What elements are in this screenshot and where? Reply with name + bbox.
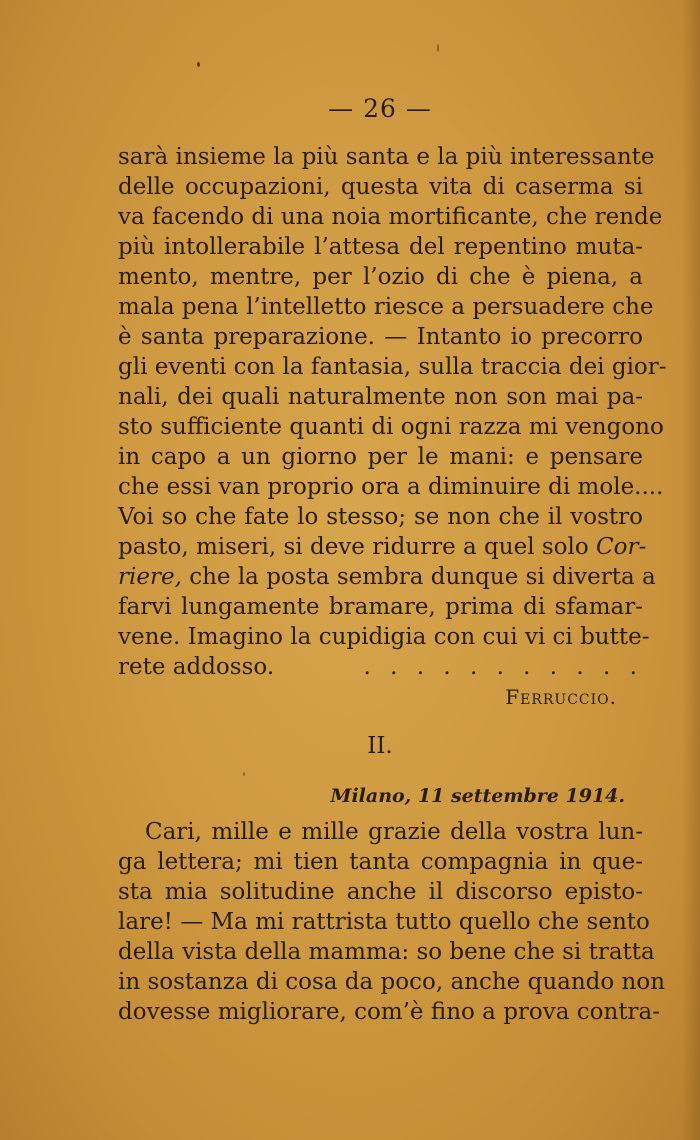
text-line: mala pena l’intelletto riesce a persuadere che: [118, 294, 654, 320]
text-line-with-italic: [118, 562, 656, 592]
text-line: sarà insieme la più santa e la più interessante: [118, 144, 655, 170]
paper-speck: [437, 44, 439, 52]
page-number: — 26 —: [328, 94, 432, 123]
text-line: Voi so che fate lo stesso; se non che il vostro: [118, 504, 643, 530]
text-line: della vista della mamma: so bene che si tratta: [118, 939, 655, 965]
italic-word: Cor-: [596, 534, 647, 560]
text-line: farvi lungamente bramare, prima di sfamar-: [118, 594, 643, 620]
text-line: nali, dei quali naturalmente non son mai pa-: [118, 384, 643, 410]
text-line: in capo a un giorno per le mani: e pensare: [118, 444, 643, 470]
italic-word: riere,: [118, 564, 182, 590]
page-edge-shadow: [682, 0, 700, 1140]
text-line-start: rete addosso.: [118, 654, 275, 680]
text-line: delle occupazioni, questa vita di caserma si: [118, 174, 643, 200]
text-line: dovesse migliorare, com’è fino a prova contra-: [118, 999, 661, 1025]
paper-speck: [243, 772, 245, 776]
text-line: mento, mentre, per l’ozio di che è piena, a: [118, 264, 643, 290]
signature: Ferruccio.: [505, 685, 617, 709]
section-number: II.: [367, 733, 393, 759]
text-line: gli eventi con la fantasia, sulla traccia dei gior-: [118, 354, 667, 380]
paper-speck: [197, 62, 200, 67]
text-line: sto sufficiente quanti di ogni razza mi vengono: [118, 414, 664, 440]
text-line-start: pasto, miseri, si deve ridurre a quel solo: [118, 534, 589, 560]
text-line: più intollerabile l’attesa del repentino muta-: [118, 234, 643, 260]
text-line-rest: che la posta sembra dunque si diverta a: [181, 564, 656, 590]
ellipsis-dots: . . . . . . . . . . .: [363, 654, 643, 680]
text-line: vene. Imagino la cupidigia con cui vi ci butte-: [118, 624, 650, 650]
text-line-with-italic: [118, 532, 647, 562]
text-line: è santa preparazione. — Intanto io precorro: [118, 324, 643, 350]
text-line: ga lettera; mi tien tanta compagnia in que-: [118, 849, 643, 875]
text-line: va facendo di una noia mortificante, che rende: [118, 204, 663, 230]
text-line: sta mia solitudine anche il discorso episto-: [118, 879, 643, 905]
dateline: Milano, 11 settembre 1914.: [330, 785, 625, 807]
text-line: in sostanza di cosa da poco, anche quando non: [118, 969, 666, 995]
text-line: lare! — Ma mi rattrista tutto quello che sento: [118, 909, 650, 935]
text-line-indented: Cari, mille e mille grazie della vostra lun-: [145, 819, 643, 845]
text-line-last: [118, 652, 643, 682]
text-line: che essi van proprio ora a diminuire di mole....: [118, 474, 664, 500]
